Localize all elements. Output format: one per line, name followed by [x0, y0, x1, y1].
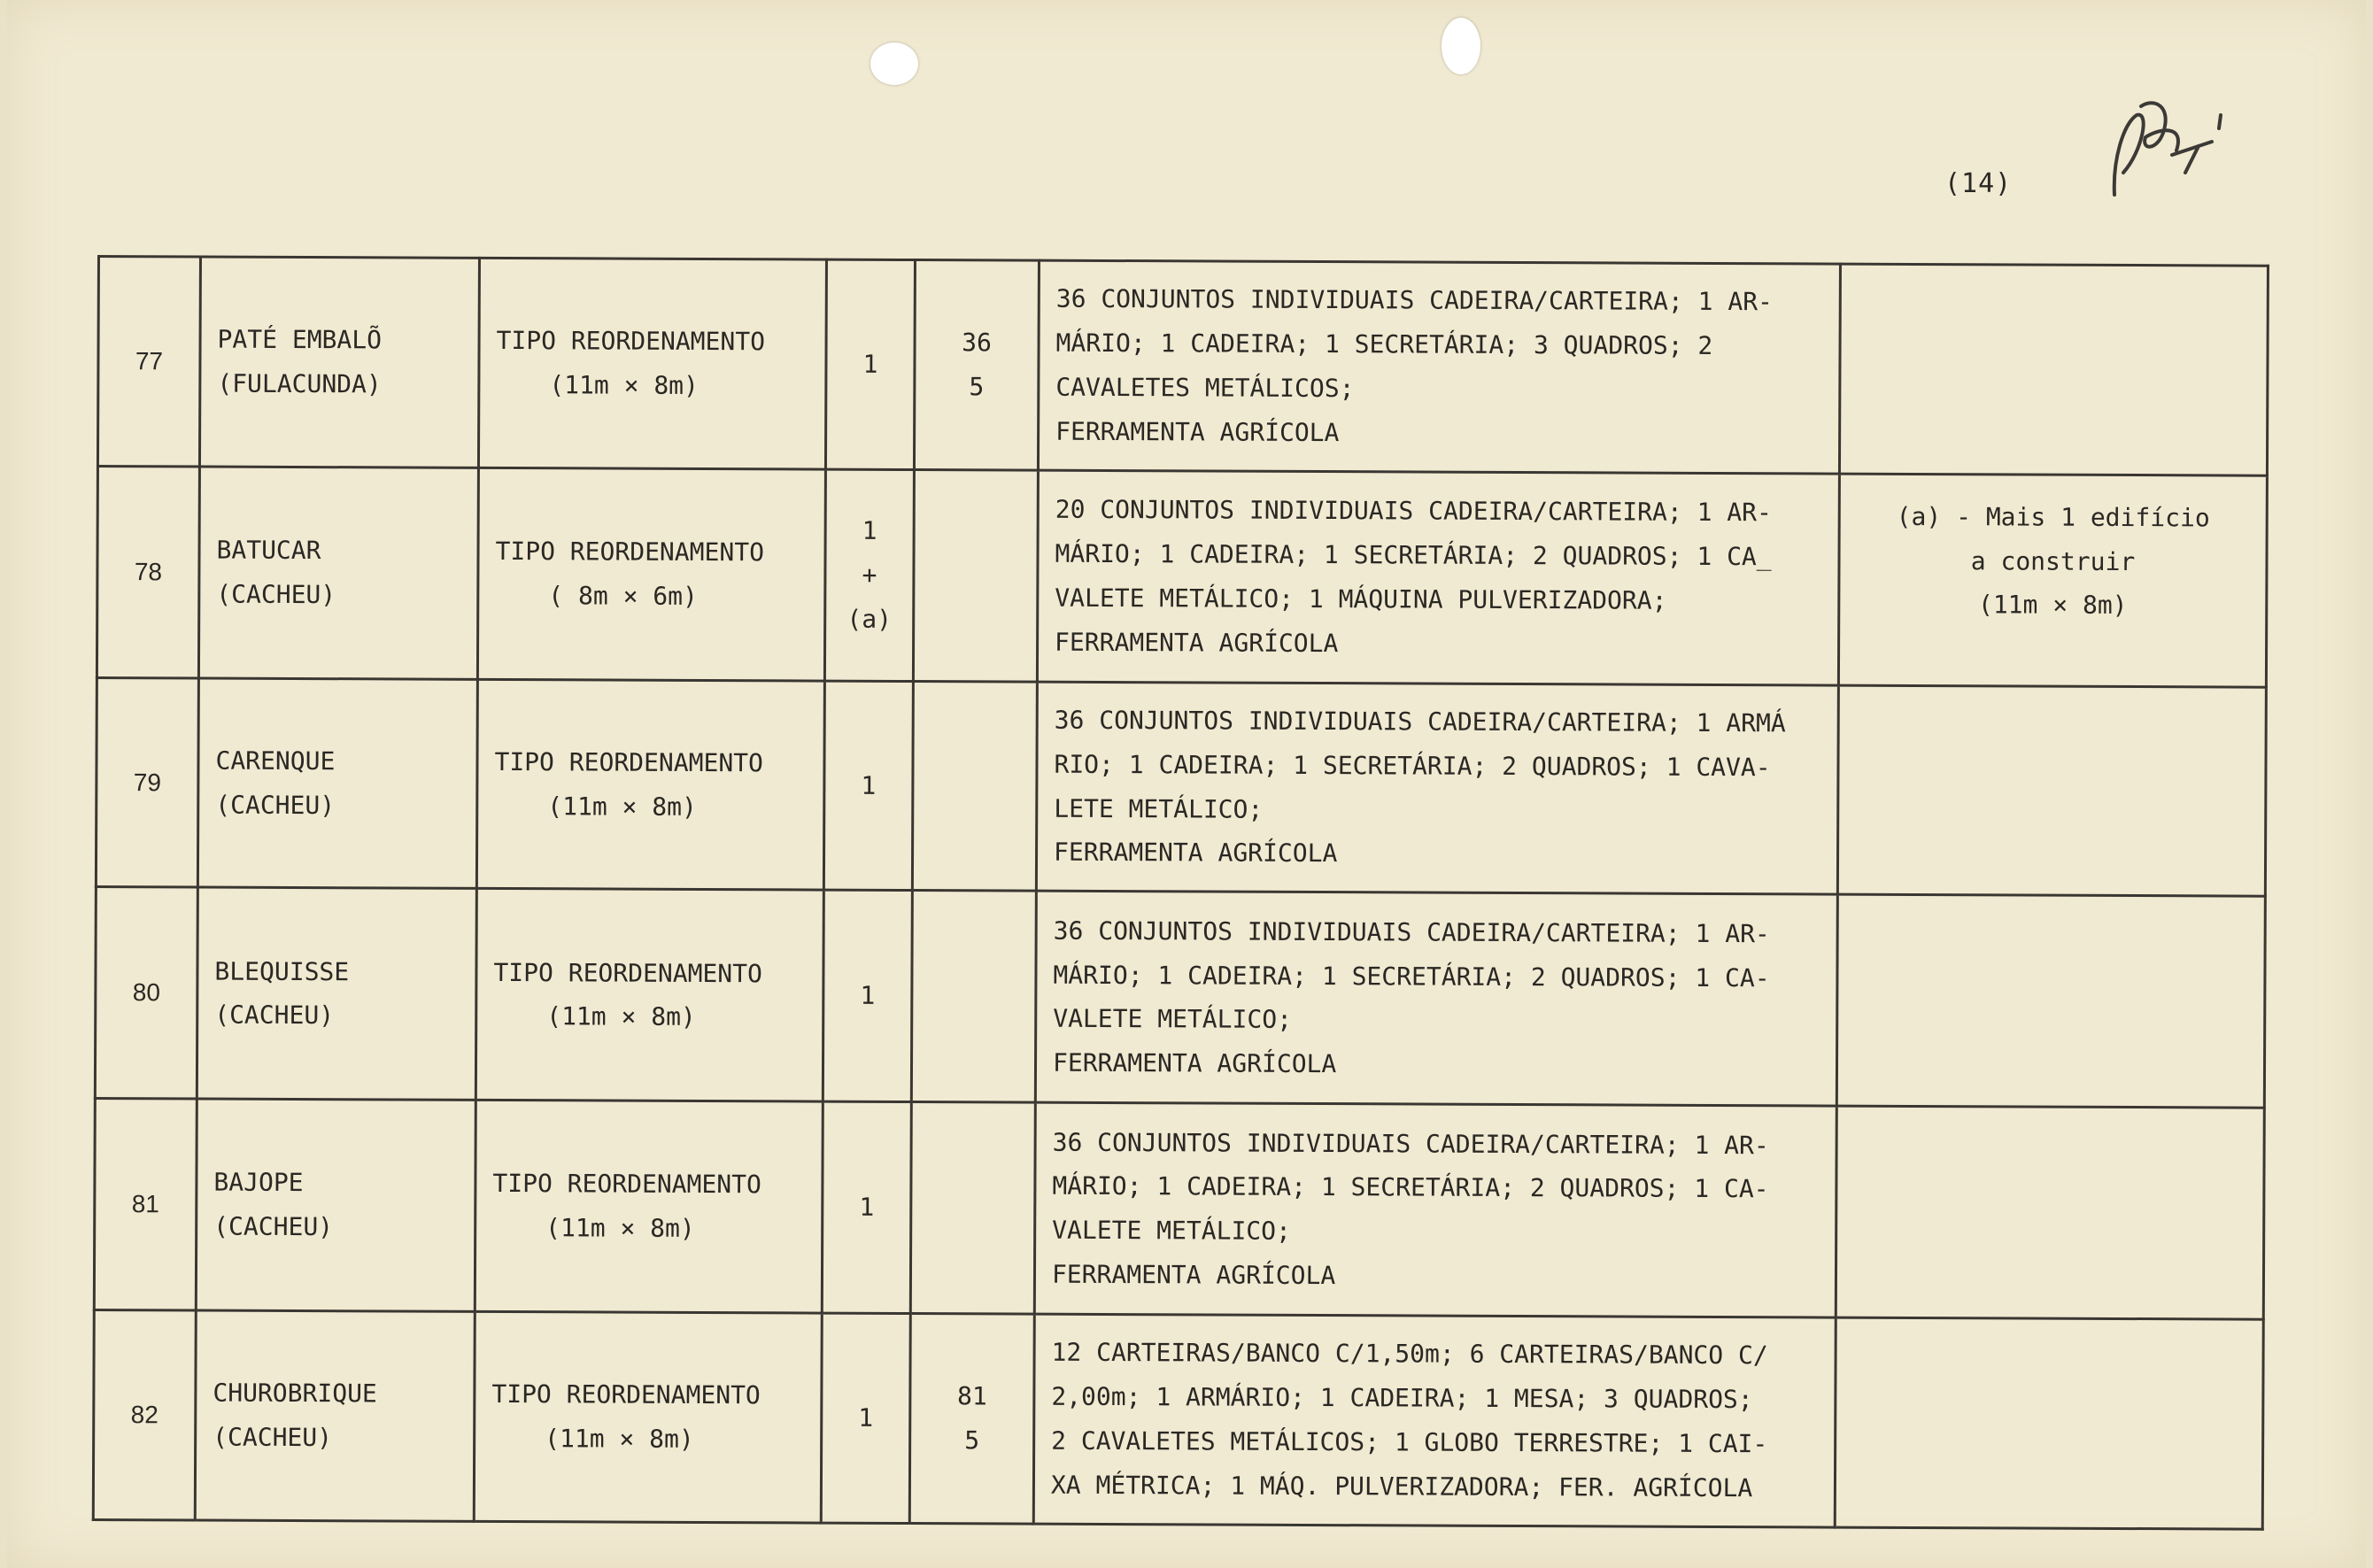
building-type — [476, 679, 824, 890]
school-location — [197, 678, 477, 889]
row-number: 81 — [94, 1099, 197, 1310]
equipment-list-line: 36 CONJUNTOS INDIVIDUAIS CADEIRA/CARTEIRA; 1 AR- — [1055, 283, 1774, 317]
equipment-list-line: RIO; 1 CADEIRA; 1 SECRETÁRIA; 2 QUADROS; 1 CAVA- — [1054, 749, 1771, 782]
observations-line: (11m × 8m) — [1977, 590, 2128, 621]
building-type-line: TIPO REORDENAMENTO — [496, 326, 766, 357]
observations-line: a construir — [1970, 545, 2136, 576]
equipment-list-line: LETE METÁLICO; — [1054, 793, 1264, 824]
building-quantity — [822, 1101, 911, 1313]
student-count — [911, 891, 1036, 1102]
student-count — [910, 1102, 1035, 1314]
building-type-line: (11m × 8m) — [545, 1424, 694, 1455]
equipment-list-line: 20 CONJUNTOS INDIVIDUAIS CADEIRA/CARTEIRA; 1 AR- — [1055, 494, 1772, 528]
school-equipment-table — [92, 255, 2269, 1531]
building-type-line: TIPO REORDENAMENTO — [495, 536, 765, 568]
student-count — [912, 681, 1037, 891]
building-type-line: (11m × 8m) — [547, 791, 697, 822]
punch-hole — [1442, 18, 1480, 74]
school-location-line: (CACHEU) — [216, 579, 336, 609]
row-number: 77 — [97, 257, 200, 467]
school-location-line: (CACHEU) — [213, 1211, 334, 1242]
student-count — [914, 260, 1039, 470]
equipment-list-line: MÁRIO; 1 CADEIRA; 1 SECRETÁRIA; 2 QUADROS; 1 CA_ — [1055, 538, 1772, 572]
school-location — [196, 1099, 475, 1311]
handwritten-initials — [2088, 89, 2238, 212]
equipment-list — [1035, 892, 1837, 1107]
equipment-list-line: FERRAMENTA AGRÍCOLA — [1055, 416, 1340, 447]
building-type — [478, 258, 826, 468]
equipment-list-line: MÁRIO; 1 CADEIRA; 1 SECRETÁRIA; 2 QUADROS; 1 CA- — [1053, 960, 1770, 993]
equipment-list-line: CAVALETES METÁLICOS; — [1055, 372, 1355, 404]
equipment-list-line: FERRAMENTA AGRÍCOLA — [1052, 1047, 1337, 1079]
equipment-list — [1034, 1102, 1836, 1317]
building-quantity-line: (a) — [846, 604, 893, 634]
observations-line: (a) - Mais 1 edifício — [1896, 501, 2210, 533]
building-type-line: TIPO REORDENAMENTO — [494, 746, 764, 777]
school-location — [199, 257, 479, 467]
building-type-line: (11m × 8m) — [546, 1001, 696, 1032]
equipment-list-line: FERRAMENTA AGRÍCOLA — [1055, 627, 1339, 658]
equipment-list-line: 12 CARTEIRAS/BANCO C/1,50m; 6 CARTEIRAS/BANCO C/ — [1051, 1338, 1768, 1371]
building-type — [475, 889, 823, 1102]
building-quantity — [824, 469, 914, 681]
equipment-list-line: XA MÉTRICA; 1 MÁQ. PULVERIZADORA; FER. AGRÍCOLA — [1050, 1470, 1753, 1503]
school-location-line: BLEQUISSE — [214, 956, 350, 986]
building-type-line: TIPO REORDENAMENTO — [492, 1169, 761, 1200]
school-location-line: (FULACUNDA) — [217, 368, 382, 399]
building-type-line: ( 8m × 6m) — [548, 580, 698, 611]
school-location-line: PATÉ EMBALÕ — [217, 324, 383, 355]
building-quantity-line: 1 — [862, 515, 877, 545]
building-quantity — [823, 681, 913, 891]
table-row — [95, 887, 2265, 1108]
student-count-line: 36 — [962, 328, 993, 358]
row-number: 82 — [93, 1310, 196, 1520]
observations — [1836, 895, 2265, 1108]
building-type-line: (11m × 8m) — [549, 370, 700, 400]
building-type-line: TIPO REORDENAMENTO — [493, 957, 762, 988]
building-quantity — [823, 891, 912, 1102]
equipment-list-line: 2,00m; 1 ARMÁRIO; 1 CADEIRA; 1 MESA; 3 QUADROS; — [1051, 1381, 1753, 1415]
equipment-list-line: 2 CAVALETES METÁLICOS; 1 GLOBO TERRESTRE; 1 CAI- — [1051, 1425, 1768, 1459]
school-location-line: (CACHEU) — [214, 1000, 335, 1031]
student-count — [913, 469, 1038, 681]
building-quantity-line: 1 — [860, 981, 876, 1011]
equipment-list-line: MÁRIO; 1 CADEIRA; 1 SECRETÁRIA; 3 QUADROS; 2 — [1055, 328, 1713, 361]
building-quantity-line: 1 — [861, 770, 877, 800]
student-count-line: 5 — [969, 372, 985, 402]
building-quantity — [821, 1313, 910, 1523]
equipment-list — [1038, 260, 1840, 474]
school-location — [195, 1310, 475, 1521]
equipment-list — [1037, 470, 1839, 685]
observations — [1835, 1317, 2263, 1529]
school-location-line: BAJOPE — [213, 1167, 304, 1198]
student-count-line: 5 — [964, 1425, 980, 1456]
building-quantity-line: 1 — [859, 1193, 875, 1223]
school-location-line: (CACHEU) — [215, 790, 336, 820]
equipment-list-line: 36 CONJUNTOS INDIVIDUAIS CADEIRA/CARTEIRA; 1 AR- — [1053, 915, 1770, 948]
building-quantity — [825, 259, 915, 469]
student-count-line: 81 — [956, 1381, 987, 1411]
table-row — [97, 257, 2268, 475]
school-location — [197, 887, 476, 1100]
observations — [1838, 474, 2267, 687]
building-type-line: (11m × 8m) — [545, 1213, 695, 1244]
student-count — [909, 1314, 1034, 1524]
building-quantity-line: 1 — [858, 1402, 874, 1433]
equipment-list-line: VALETE METÁLICO; — [1052, 1215, 1291, 1247]
row-number: 78 — [97, 466, 199, 677]
observations — [1836, 1106, 2264, 1319]
row-number: 80 — [95, 887, 197, 1099]
equipment-list-line: 36 CONJUNTOS INDIVIDUAIS CADEIRA/CARTEIRA; 1 AR- — [1052, 1127, 1769, 1160]
building-type — [475, 1101, 823, 1314]
punch-hole — [870, 42, 918, 85]
equipment-list-line: VALETE METÁLICO; 1 MÁQUINA PULVERIZADORA; — [1055, 583, 1667, 615]
school-location-line: (CACHEU) — [213, 1422, 333, 1453]
row-number: 79 — [96, 677, 198, 887]
observations — [1839, 264, 2268, 475]
page-number: (14) — [1944, 168, 2013, 199]
document-page — [7, 0, 2366, 1568]
equipment-list-line: FERRAMENTA AGRÍCOLA — [1051, 1259, 1336, 1291]
school-location-line: CARENQUE — [215, 745, 336, 776]
equipment-list — [1033, 1314, 1836, 1527]
school-location-line: CHUROBRIQUE — [213, 1378, 377, 1409]
school-location — [198, 467, 478, 679]
equipment-list-line: 36 CONJUNTOS INDIVIDUAIS CADEIRA/CARTEIRA; 1 ARMÁ — [1054, 705, 1786, 738]
building-type — [477, 467, 825, 681]
observations — [1837, 685, 2266, 897]
equipment-list-line: FERRAMENTA AGRÍCOLA — [1053, 838, 1338, 869]
table-row — [93, 1310, 2263, 1530]
building-quantity-line: 1 — [862, 349, 878, 379]
building-type-line: TIPO REORDENAMENTO — [491, 1379, 761, 1410]
building-quantity-line: + — [862, 560, 877, 590]
equipment-list-line: MÁRIO; 1 CADEIRA; 1 SECRETÁRIA; 2 QUADROS; 1 CA- — [1052, 1171, 1769, 1204]
equipment-list-line: VALETE METÁLICO; — [1053, 1004, 1293, 1035]
table-row — [96, 677, 2266, 896]
building-type — [474, 1312, 822, 1524]
table-row — [97, 466, 2267, 687]
equipment-list — [1036, 682, 1838, 895]
school-location-line: BATUCAR — [216, 535, 321, 565]
table-row — [94, 1099, 2264, 1320]
